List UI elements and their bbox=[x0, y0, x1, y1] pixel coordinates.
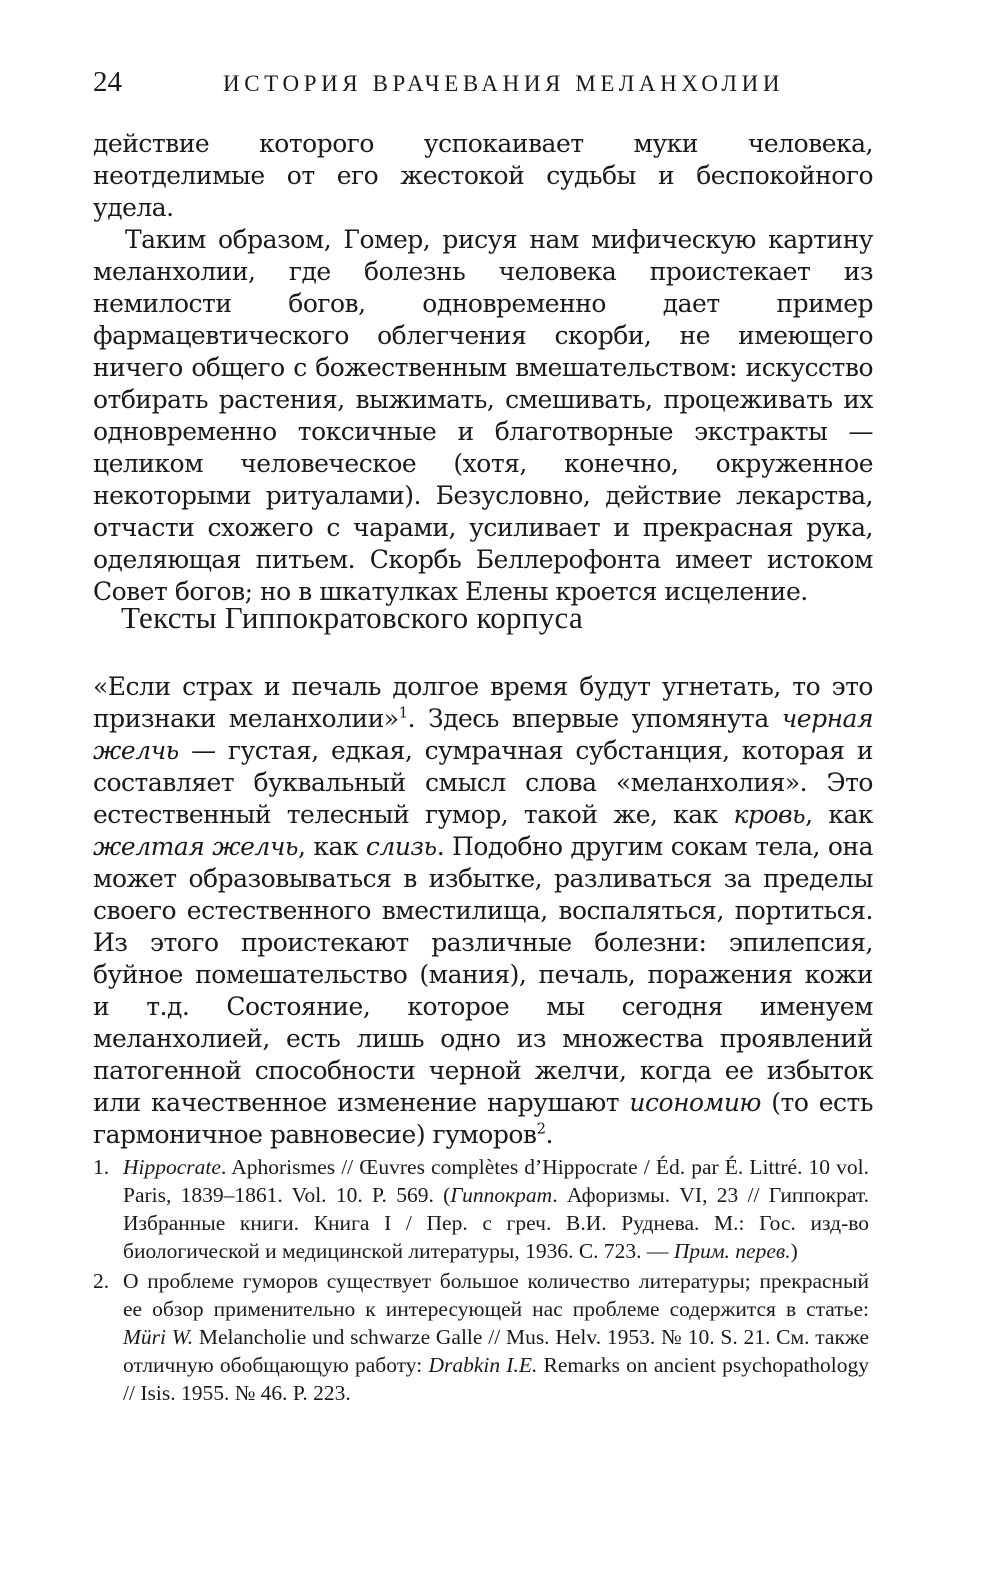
footnote-author: Drabkin I.E. bbox=[428, 1353, 538, 1377]
footnote-2 bbox=[93, 1267, 869, 1407]
footnote-ref-2: 2 bbox=[536, 1119, 546, 1138]
footnote-author-ru: Гиппократ bbox=[450, 1183, 553, 1207]
footnote-text bbox=[123, 1153, 869, 1265]
footnote-number: 2. bbox=[93, 1269, 110, 1293]
paragraph-homer: Таким образом, Гомер, рисуя нам мифическую картину меланхолии, где болезнь человека проистекает из немилости богов, одновременно дает пример фармацевтического облегчения скорби, не имеющего ничего общего с божественным вмешательством: искусство отбирать растения, выжимать, смешивать, процеживать их одновременно токсичные и благотворные экстракты — целиком человеческое (хотя, конечно, окруженное некоторыми ритуалами). Безусловно, действие лекарства, отчасти схожего с чарами, усиливает и прекрасная рука, оделяющая питьем. Скорбь Беллерофонта имеет истоком Совет богов; но в шкатулках Елены кроется исцеление. bbox=[93, 225, 873, 606]
text-run: , как bbox=[805, 800, 873, 829]
text-run: (то есть гармоничное равновесие) гуморов bbox=[93, 1088, 873, 1149]
translator-note: Прим. перев. bbox=[673, 1239, 791, 1263]
term-isonomy: исономию bbox=[629, 1088, 761, 1117]
footnote-ref-1: 1 bbox=[398, 703, 408, 722]
text-run: . Aphorismes // Œuvres complètes d’Hippocrate / Éd. par É. Littré. 10 vol. Paris, 1839–1861. Vol. 10. P. 569. ( bbox=[123, 1155, 869, 1207]
term-black-bile: черная желчь bbox=[93, 704, 873, 765]
text-run: . Афоризмы. VI, 23 // Гиппократ. Избранные книги. Книга I / Пер. с греч. В.И. Руднева. М.: Гос. изд-во биологической и медицинской литературы, 1936. С. 723. — bbox=[123, 1183, 869, 1263]
body-text-top bbox=[93, 128, 873, 608]
text-run: . Здесь впервые упомянута bbox=[407, 704, 782, 733]
text-run: Melancholie und schwarze Galle // Mus. Helv. 1953. № 10. S. 21. См. также отличную обобщающую работу: bbox=[123, 1325, 869, 1377]
paragraph-continuation: действие которого успокаивает муки человека, неотделимые от его жестокой судьбы и беспокойного удела. bbox=[93, 129, 873, 222]
running-title: ИСТОРИЯ ВРАЧЕВАНИЯ МЕЛАНХОЛИИ bbox=[223, 71, 785, 96]
footnote-1 bbox=[93, 1153, 869, 1265]
text-run: ) bbox=[790, 1239, 798, 1263]
text-run: , как bbox=[298, 832, 366, 861]
running-head bbox=[93, 66, 873, 110]
footnote-text bbox=[123, 1267, 869, 1407]
footnote-author: Hippocrate bbox=[123, 1155, 221, 1179]
footnote-number: 1. bbox=[93, 1155, 110, 1179]
text-run: . bbox=[545, 1120, 553, 1149]
text-run: . Подобно другим сокам тела, она может образовываться в избытке, разливаться за пределы своего естественного вместилища, воспаляться, портиться. Из этого проистекают различные болезни: эпилепсия, буйное помешательство (мания), печаль, поражения кожи и т.д. Состояние, которое мы сегодня именуем меланхолией, есть лишь одно из множества проявлений патогенной способности черной желчи, когда ее избыток или качественное изменение нарушают bbox=[93, 832, 874, 1117]
term-yellow-bile: желтая желчь bbox=[93, 832, 298, 861]
text-run: — густая, едкая, сумрачная субстанция, которая и составляет буквальный смысл слова «меланхолия». Это естественный телесный гумор, такой же, как bbox=[93, 736, 873, 829]
section-title: Тексты Гиппократовского корпуса bbox=[121, 600, 584, 635]
text-run: О проблеме гуморов существует большое количество литературы; прекрасный ее обзор применительно к интересующей нас проблеме содержится в статье: bbox=[123, 1269, 869, 1321]
page-number: 24 bbox=[93, 66, 122, 98]
term-blood: кровь bbox=[733, 800, 806, 829]
text-run: Remarks on ancient psychopathology // Isis. 1955. № 46. P. 223. bbox=[123, 1353, 870, 1405]
term-phlegm: слизь bbox=[365, 832, 437, 861]
paragraph-hippocratic bbox=[93, 671, 873, 1151]
footnotes bbox=[93, 1153, 869, 1409]
text-run: «Если страх и печаль долгое время будут угнетать, то это признаки меланхолии» bbox=[93, 672, 873, 733]
body-text-hippocratic bbox=[93, 671, 873, 1151]
footnote-author: Müri W. bbox=[123, 1325, 194, 1349]
